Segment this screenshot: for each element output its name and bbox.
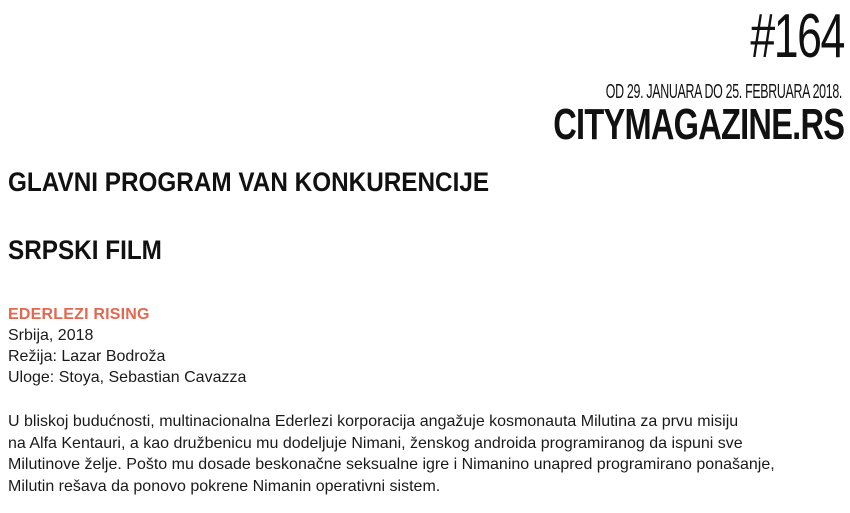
film-synopsis (8, 411, 850, 497)
synopsis-line: Milutinove želje. Pošto mu dosade beskonačne seksualne igre i Nimanino unapred programirano ponašanje, (8, 456, 775, 473)
film-meta (8, 325, 246, 388)
film-title: EDERLEZI RISING (8, 306, 150, 323)
issue-number: #164 (750, 2, 844, 71)
section-heading-sub: SRPSKI FILM (8, 235, 162, 265)
film-country-year: Srbija, 2018 (8, 327, 94, 344)
magazine-logo: CITYMAGAZINE.RS (553, 100, 844, 149)
synopsis-line: Milutin rešava da ponovo pokrene Nimanin operativni sistem. (8, 477, 441, 495)
issue-dates: OD 29. JANUARA DO 25. FEBRUARA 2018. (605, 81, 842, 103)
film-cast: Uloge: Stoya, Sebastian Cavazza (8, 369, 247, 386)
section-heading-main: GLAVNI PROGRAM VAN KONKURENCIJE (8, 167, 490, 197)
synopsis-line: U bliskoj budućnosti, multinacionalna Ederlezi korporacija angažuje kosmonauta Milutina za prvu misiju (8, 413, 739, 430)
synopsis-line: na Alfa Kentauri, a kao družbenicu mu dodeljuje Nimani, ženskog androida programiranog da ispuni sve (8, 434, 743, 452)
film-director: Režija: Lazar Bodroža (8, 348, 166, 365)
